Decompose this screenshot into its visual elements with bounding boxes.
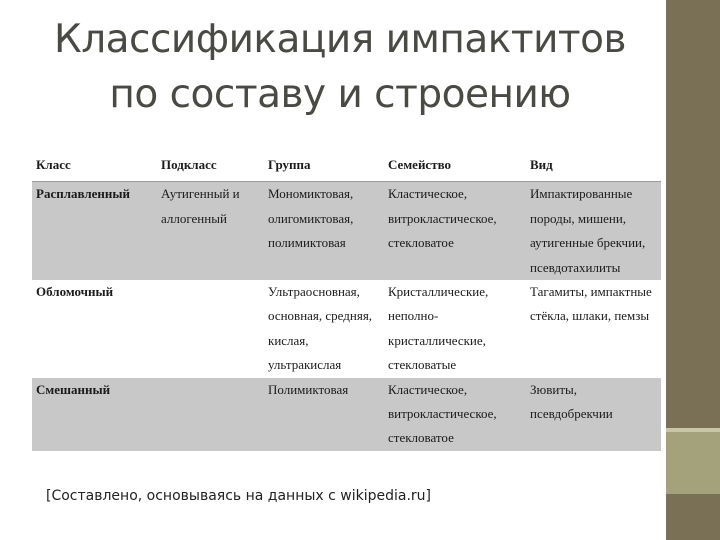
side-accent-decoration bbox=[666, 432, 720, 494]
cell-family: Кластическое, витрокластическое, стекловатое bbox=[384, 182, 526, 280]
cell-species: Импактированные породы, мишени, аутигенные брекчии, псевдотахилиты bbox=[526, 182, 661, 280]
classification-table-container bbox=[32, 151, 652, 476]
slide-title bbox=[20, 12, 660, 122]
title-line-1: Классификация импактитов bbox=[54, 17, 626, 62]
header-group: Группа bbox=[264, 151, 384, 182]
cell-group: Ультраосновная, основная, средняя, кислая, ультракислая bbox=[268, 284, 373, 373]
table-row bbox=[32, 378, 661, 451]
header-subclass: Подкласс bbox=[157, 151, 264, 182]
cell-family: Кристаллические, неполно-кристаллические, стекловатые bbox=[388, 284, 489, 373]
cell-subclass bbox=[157, 280, 264, 378]
cell-class: Смешанный bbox=[32, 378, 157, 451]
cell-class: Обломочный bbox=[36, 284, 114, 300]
cell-group: Полимиктовая bbox=[264, 378, 384, 451]
header-family: Семейство bbox=[384, 151, 526, 182]
cell-subclass bbox=[157, 378, 264, 451]
table-row bbox=[32, 280, 661, 378]
cell-subclass: Аутигенный и аллогенный bbox=[157, 182, 264, 280]
header-class: Класс bbox=[32, 151, 157, 182]
cell-species: Тагамиты, импактные стёкла, шлаки, пемзы bbox=[530, 284, 652, 324]
classification-table bbox=[32, 151, 661, 451]
table-row bbox=[32, 182, 661, 280]
cell-group: Мономиктовая, олигомиктовая, полимиктовая bbox=[264, 182, 384, 280]
source-note: [Составлено, основываясь на данных с wikipedia.ru] bbox=[46, 488, 432, 504]
table-header-row bbox=[32, 151, 661, 182]
cell-species: Зювиты, псевдобрекчии bbox=[526, 378, 661, 451]
header-species: Вид bbox=[526, 151, 661, 182]
title-line-2: по составу и строению bbox=[109, 72, 571, 117]
cell-class: Расплавленный bbox=[32, 182, 157, 280]
cell-family: Кластическое, витрокластическое, стекловатое bbox=[384, 378, 526, 451]
